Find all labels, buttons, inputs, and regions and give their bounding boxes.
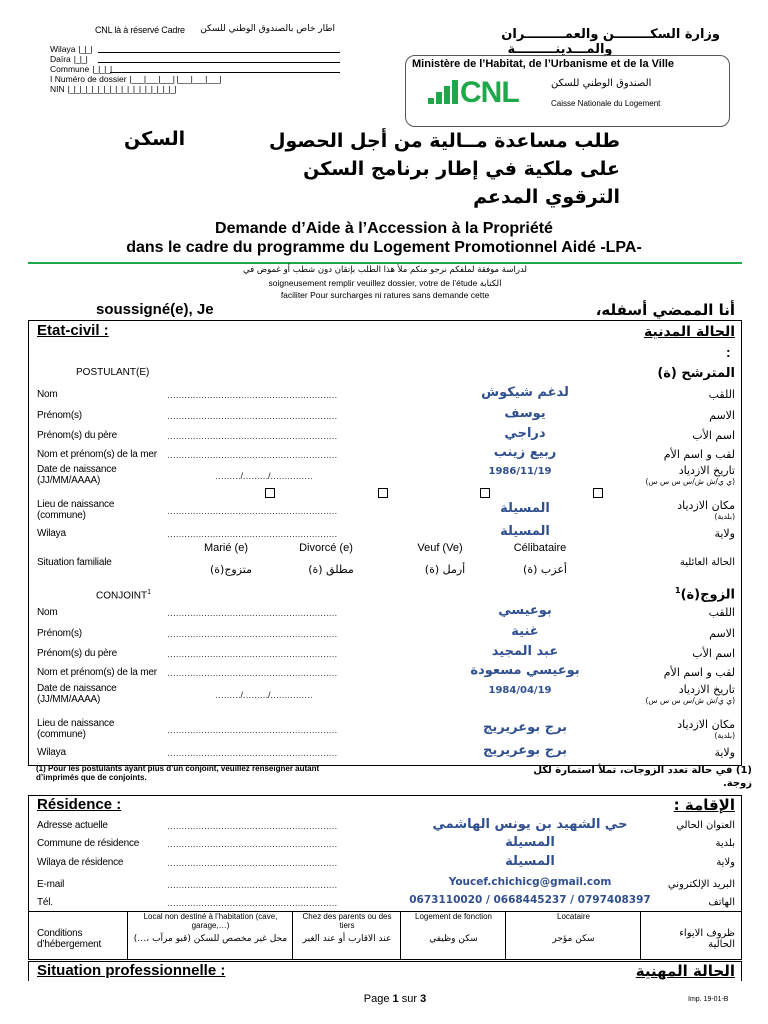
residence-label-ar: البريد الإلكتروني [667, 879, 735, 890]
etat-civil-section [28, 320, 742, 766]
code-underline [98, 52, 340, 53]
postulant-label-fr: POSTULANT(E) [76, 367, 150, 378]
field-label-fr-sub: (JJ/MM/AAAA) [37, 475, 101, 486]
situation-label-fr: Situation familiale [37, 557, 112, 568]
hebergement-option-fr: Chez des parents ou des tiers [302, 912, 392, 930]
reserved-note-fr: CNL là à réservé Cadre [95, 25, 185, 35]
situation-option-ar: متزوج(ة) [209, 563, 253, 576]
hebergement-option-ar[interactable]: سكن مؤجر [552, 934, 595, 944]
etat-civil-title-fr: Etat-civil : [37, 322, 109, 339]
field-label-fr: Prénom(s) du père [37, 648, 117, 659]
field-label-ar-sub: (بلدية) [714, 731, 735, 740]
residence-value[interactable]: المسيلة [505, 835, 555, 850]
field-dotline: …………………………………………………… [167, 431, 337, 441]
postulant-value[interactable]: المسيلة [500, 524, 550, 539]
checkbox-veuf[interactable] [480, 488, 490, 498]
field-label-ar-sub: (بلدية) [714, 512, 735, 521]
conjoint-value[interactable]: بوعيسي [498, 603, 552, 618]
code-label: I Numéro de dossier [50, 74, 127, 84]
field-dotline: …………………………………………………… [167, 529, 337, 539]
code-label: Commune [50, 64, 90, 74]
residence-label-ar: بلدية [715, 838, 735, 849]
hebergement-option-ar[interactable]: سكن وظيفي [429, 934, 478, 944]
field-dotline: …………………………………………………… [167, 450, 337, 460]
postulant-value[interactable]: ربيع زينب [493, 445, 557, 460]
form-reference: Imp. 19-01-B [688, 996, 729, 1003]
logo-ar: الصندوق الوطني للسكن [551, 78, 652, 89]
footnote-ar: (1) في حالة تعدد الزوجات، تملأ استمارة لكل زوجة. [533, 765, 752, 789]
soussigne-ar: أنا الممضي أسفله، [595, 301, 735, 319]
field-dotline: …………………………………………………… [167, 858, 337, 868]
field-dotline: ………/………/…………… [215, 690, 313, 700]
hebergement-option-fr: Logement de fonction [415, 912, 492, 921]
instructions-line2: soigneusement remplir veuillez dossier, votre de l’étude الكتابة [268, 278, 502, 288]
residence-value[interactable]: Youcef.chichicg@gmail.com [448, 876, 612, 888]
code-marks: |_|_|_|_|_|_|_|_|_|_|_|_|_|_|_|_|_|_| [67, 84, 177, 94]
field-label-fr: Lieu de naissance [37, 499, 115, 510]
field-label-ar-sub: (ي ي/ش ش/س س س س) [645, 696, 735, 705]
situation-pro-title-fr: Situation professionnelle : [37, 962, 226, 979]
field-label-ar: تاريخ الازدياد [678, 683, 735, 696]
title-fr-line2: dans le cadre du programme du Logement Promotionnel Aidé -LPA- [126, 239, 642, 256]
title-fr-line1: Demande d’Aide à l’Accession à la Propriété [215, 220, 553, 237]
field-label-ar: تاريخ الازدياد [678, 464, 735, 477]
code-row [50, 54, 340, 64]
ministry-box [405, 55, 730, 127]
page-number: Page 1 sur 3 [363, 993, 427, 1005]
checkbox-celibataire[interactable] [593, 488, 603, 498]
code-row [50, 44, 340, 54]
field-label-ar: ولاية [714, 746, 735, 759]
code-marks: |_|_|_| [92, 64, 112, 74]
field-dotline: …………………………………………………… [167, 725, 337, 735]
field-label-fr: Nom [37, 607, 58, 618]
title-ar-word: السكن [124, 128, 186, 150]
field-label-fr: Nom [37, 389, 58, 400]
situation-option-ar: أعزب (ة) [523, 563, 567, 576]
conjoint-value[interactable]: عبد المجيد [491, 644, 559, 659]
footnote-fr: (1) Pour les postulants ayant plus d’un conjoint, veuillez renseigner autant d’imprimés que de conjoints. [36, 764, 320, 782]
situation-option-fr: Veuf (Ve) [417, 542, 463, 554]
postulant-value[interactable]: المسيلة [500, 501, 550, 516]
field-label-ar: الاسم [709, 409, 735, 422]
conjoint-value[interactable]: 1984/04/19 [488, 685, 552, 696]
field-dotline: …………………………………………………… [167, 506, 337, 516]
field-label-fr-sub: (JJ/MM/AAAA) [37, 694, 101, 705]
field-dotline: …………………………………………………… [167, 898, 337, 908]
etat-civil-title-ar-colon: : [726, 344, 731, 360]
conjoint-value[interactable]: برج بوعريريج [482, 743, 568, 758]
field-label-fr: Date de naissance [37, 464, 117, 475]
hebergement-divider-3 [400, 911, 401, 960]
postulant-value[interactable]: دراجي [504, 426, 546, 441]
field-label-fr: Lieu de naissance [37, 718, 115, 729]
soussigne-fr: soussigné(e), Je [96, 301, 214, 318]
reserved-note-ar: اطار خاص بالصندوق الوطني للسكن [200, 24, 335, 34]
conjoint-label-fr: CONJOINT$^1$ [96, 589, 152, 602]
code-marks: |_|_| [78, 44, 93, 54]
situation-option-ar: مطلق (ة) [308, 563, 354, 576]
code-marks: |_|_| [73, 54, 88, 64]
field-label-fr-sub: (commune) [37, 729, 86, 740]
hebergement-option-ar[interactable]: عند الاقارب أو عند الغير [302, 934, 392, 944]
situation-option-fr: Divorcé (e) [299, 542, 353, 554]
hebergement-divider-1 [127, 911, 128, 960]
residence-label-ar: ولاية [716, 857, 735, 868]
field-label-fr: Prénom(s) du père [37, 430, 117, 441]
code-underline [110, 72, 340, 73]
logo-fr: Caisse Nationale du Logement [551, 99, 661, 108]
title-divider [28, 262, 742, 264]
reserved-codes [50, 44, 340, 94]
residence-label-fr: Tél. [37, 897, 53, 908]
field-label-ar: اللقب [708, 388, 735, 401]
residence-label-fr: Commune de résidence [37, 838, 140, 849]
residence-value[interactable]: 0673110020 / 0668445237 / 0797408397 [409, 894, 651, 906]
residence-label-ar: الهاتف [708, 897, 735, 908]
hebergement-option-fr: Local non destiné à l’habitation (cave, garage,…) [143, 912, 278, 930]
residence-value[interactable]: حي الشهيد بن يونس الهاشمي [432, 817, 628, 832]
field-label-fr: Wilaya [37, 528, 66, 539]
postulant-value[interactable]: لدغم شيكوش [481, 385, 569, 400]
code-label: Wilaya [50, 44, 76, 54]
ministry-ar-line1: وزارة السكــــــــن والعمـــــــــران [501, 27, 720, 42]
residence-label-fr: Wilaya de résidence [37, 857, 124, 868]
hebergement-label-fr: Conditions d’hébergement [37, 928, 102, 950]
conjoint-value[interactable]: بوعيسي مسعودة [470, 663, 580, 678]
cnl-logo-icon [428, 78, 458, 106]
field-label-ar: لقب و اسم الأم [663, 448, 735, 461]
situation-option-fr: Célibataire [513, 542, 567, 554]
field-label-ar: مكان الازدياد [677, 718, 735, 731]
hebergement-divider-4 [505, 911, 506, 960]
checkbox-marie[interactable] [265, 488, 275, 498]
field-dotline: …………………………………………………… [167, 608, 337, 618]
cnl-logo-text: CNL [460, 76, 519, 109]
field-label-ar: اللقب [708, 606, 735, 619]
etat-civil-title-ar: الحالة المدنية [643, 324, 735, 340]
conjoint-label-ar: $^1$الزوج(ة) [674, 586, 735, 603]
hebergement-option-fr: Locataire [557, 912, 590, 921]
code-label: NIN [50, 84, 65, 94]
field-label-ar: الاسم [709, 627, 735, 640]
field-label-ar-sub: (ي ي/ش ش/س س س س) [645, 477, 735, 486]
residence-label-ar: العنوان الحالي [676, 820, 735, 831]
field-dotline: …………………………………………………… [167, 880, 337, 890]
ministry-fr: Ministère de l’Habitat, de l’Urbanisme et de la Ville [412, 58, 675, 70]
situation-option-ar: أرمل (ة) [424, 563, 466, 576]
code-row [50, 74, 340, 84]
field-label-ar: لقب و اسم الأم [663, 666, 735, 679]
code-label: Daïra [50, 54, 71, 64]
field-label-fr: Date de naissance [37, 683, 117, 694]
field-label-fr: Nom et prénom(s) de la mer [37, 449, 157, 460]
field-dotline: …………………………………………………… [167, 748, 337, 758]
ministry-ar-line2: والمـــدينـــــــــة [507, 42, 613, 57]
field-label-ar: اسم الأب [692, 429, 735, 442]
residence-label-fr: E-mail [37, 879, 65, 890]
field-label-fr: Wilaya [37, 747, 66, 758]
conjoint-value[interactable]: غنية [511, 624, 539, 639]
field-dotline: ………/………/…………… [215, 471, 313, 481]
field-dotline: …………………………………………………… [167, 411, 337, 421]
hebergement-divider-2 [292, 911, 293, 960]
title-ar-line1: طلب مساعدة مــالية من أجل الحصول [268, 130, 620, 152]
code-row [50, 84, 340, 94]
residence-title-ar: الإقامة : [673, 796, 735, 814]
postulant-value[interactable]: 1986/11/19 [488, 466, 552, 477]
field-dotline: …………………………………………………… [167, 649, 337, 659]
field-dotline: …………………………………………………… [167, 629, 337, 639]
field-label-fr: Prénom(s) [37, 628, 82, 639]
residence-value[interactable]: المسيلة [505, 854, 555, 869]
checkbox-divorce[interactable] [378, 488, 388, 498]
field-dotline: …………………………………………………… [167, 839, 337, 849]
instructions-ar: لدراسة موفقة لملفكم نرجو منكم ملأ هذا الطلب بإتقان دون شطب أو غموض في [242, 265, 527, 275]
instructions-line3: faciliter Pour surcharges ni ratures sans demande cette [280, 290, 490, 300]
postulant-label-ar: المترشح (ة) [657, 366, 735, 381]
field-dotline: …………………………………………………… [167, 668, 337, 678]
postulant-value[interactable]: يوسف [504, 406, 546, 421]
code-row [50, 64, 340, 74]
field-dotline: …………………………………………………… [167, 390, 337, 400]
field-label-fr-sub: (commune) [37, 510, 86, 521]
title-ar-line3: الترقوي المدعم [473, 186, 620, 208]
field-label-fr: Prénom(s) [37, 410, 82, 421]
residence-label-fr: Adresse actuelle [37, 820, 108, 831]
code-underline [98, 62, 340, 63]
field-label-fr: Nom et prénom(s) de la mer [37, 667, 157, 678]
hebergement-label-ar: ظروف الايواء الحالية [679, 928, 735, 950]
code-marks: |___|___|___| |___|___|___| [129, 74, 222, 84]
conjoint-value[interactable]: برج بوعريريج [482, 720, 568, 735]
situation-option-fr: Marié (e) [203, 542, 248, 554]
field-label-ar: اسم الأب [692, 647, 735, 660]
field-dotline: …………………………………………………… [167, 821, 337, 831]
hebergement-divider-5 [640, 911, 641, 960]
field-label-ar: مكان الازدياد [677, 499, 735, 512]
situation-pro-title-ar: الحالة المهنية [635, 962, 735, 980]
title-ar-line2: على ملكية في إطار برنامج السكن [303, 158, 620, 180]
residence-title-fr: Résidence : [37, 796, 122, 813]
situation-label-ar: الحالة العائلية [679, 557, 735, 568]
field-label-ar: ولاية [714, 527, 735, 540]
hebergement-option-ar[interactable]: محل غير مخصص للسكن (قبو مرآب ،…) [133, 934, 288, 944]
